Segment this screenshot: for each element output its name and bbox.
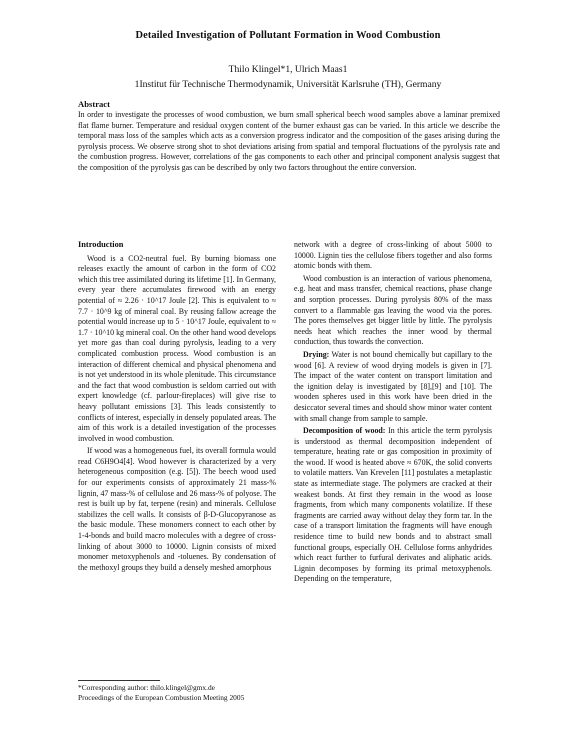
footnotes [78, 683, 244, 703]
right-column [294, 240, 492, 585]
author-list: Thilo Klingel*1, Ulrich Maas1 [228, 64, 348, 75]
footnote-proceedings: Proceedings of the European Combustion Meeting 2005 [78, 693, 245, 702]
paper-title: Detailed Investigation of Pollutant Formation in Wood Combustion [135, 30, 441, 41]
abstract-text: In order to investigate the processes of wood combustion, we burn small spherical beech wood samples above a laminar premixed flat flame burner. Temperature and residual oxygen content of the burner exhaust gas can be varied. In this article we describe the temporal mass loss of the samples which acts as a conversion progress indicator and the composition of the gases arising during the pyrolysis process. We observe strong shot to shot deviations arising from spatial and temporal fluctuations of the pyrolysis rate and the combustion progress. However, correlations of the gas components to each other and principal component analysis suggest that the composition of the pyrolysis gas can be described by only two factors throughout the entire conversion. [78, 110, 500, 172]
drying-text: Water is not bound chemically but capillary to the wood [6]. A review of wood drying models is given in [7]. The impact of the water content on transport limitation and the ignition delay is investigated by [8],[9] and [10]. The wooden spheres used in this work have been dried in the desiccator several times and should show minor water content with small change from sample to sample. [294, 349, 492, 423]
paragraph: If wood was a homogeneous fuel, its overall formula would read C6H9O4[4]. Wood however is characterized by a very heterogeneous composition (e.g. [5]). The beech wood used for our experiments consists of approximately 21 mass-% lignin, 47 mass-% of cellulose and 26 mass-% of polyose. The rest is built up by fat, terpene (resin) and minerals. Cellulose stabilizes the cell walls. It consists of β-D-Glucopyranose as the basic module. These monomers connect to each other by 1-4-bonds and build macro molecules with a degree of cross-linking of about 3000 to 10000. Lignin consists of mixed monomer metoxyphenols and -toluenes. By condensation of the methoxyl groups they build a densely meshed amorphous [78, 446, 276, 572]
paragraph: Wood is a CO2-neutral fuel. By burning biomass one releases exactly the amount of carbon in the form of CO2 which this tree assimilated during its lifetime [1]. In Germany, every year there accumulates firewood with an energy potential of ≈ 2.26 · 10^17 Joule [2]. This is equivalent to ≈ 7.7 · 10^9 kg of mineral coal. By reusing fallow acreage the potential would increase up to 5 · 10^17 Joule, equivalent to ≈ 1.7 · 10^10 kg mineral coal. On the other hand wood develops yet more gas than coal during pyrolysis, leading to a very complicated combustion process. Wood combustion is an interaction of different chemical and physical phenomena and is not yet understood in its whole plenitude. This circumstance and the fact that wood combustion is seldom carried out with expert knowledge (cf. parlour-fireplaces) will give rise to heavy pollutant emissions [3]. This leads consistently to conflicts of interest, especially in densely populated areas. The aim of this work is a detailed investigation of the processes involved in wood combustion. [78, 253, 276, 443]
paragraph: network with a degree of cross-linking of about 5000 to 10000. Lignin ties the cellulose fibers together and also forms atomic bonds with them. [294, 240, 492, 271]
runin-heading-drying: Drying: [303, 349, 330, 359]
left-column [78, 240, 276, 573]
paragraph-decomposition [294, 426, 492, 585]
paragraph: Wood combustion is an interaction of various phenomena, e.g. heat and mass transfer, chemical reactions, phase change and sorption processes. During pyrolysis 80% of the mass convert to a flammable gas leaving the wood via the pores. The pores themselves get bigger little by little. The pyrolysis needs heat which reaches the inner wood by thermal conduction, thus towards the convection. [294, 273, 492, 347]
affiliation: 1Institut für Technische Thermodynamik, Universität Karlsruhe (TH), Germany [134, 79, 442, 90]
decomposition-text: In this article the term pyrolysis is understood as thermal decomposition independent of temperature, heating rate or gas composition in proximity of the wood. If wood is heated above ≈ 670K, the solid converts to volatile matters. Van Krevelen [11] postulates a metaplastic state as intermediate stage. The polymers are cracked at their weakest bonds. At first they remain in the wood as loose fragments, from which many components volatilize. If these fragments are carried away without delay they form tar. In the case of a transport limitation the fragments will have enough residence time to build new bonds and to abstract small functional groups, especially OH. Cellulose forms anhydrides which react further to furfural derivates and aliphatic acids. Lignin decomposes by forming its primal metoxyphenols. Depending on the temperature, [294, 426, 492, 584]
footnote-rule [78, 680, 160, 681]
runin-heading-decomposition: Decomposition of wood: [303, 426, 386, 436]
abstract-heading: Abstract [78, 99, 110, 109]
paragraph-drying [294, 350, 492, 424]
footnote-author: *Corresponding author: thilo.klingel@gmx.de [78, 683, 215, 692]
section-heading-introduction: Introduction [78, 240, 124, 249]
